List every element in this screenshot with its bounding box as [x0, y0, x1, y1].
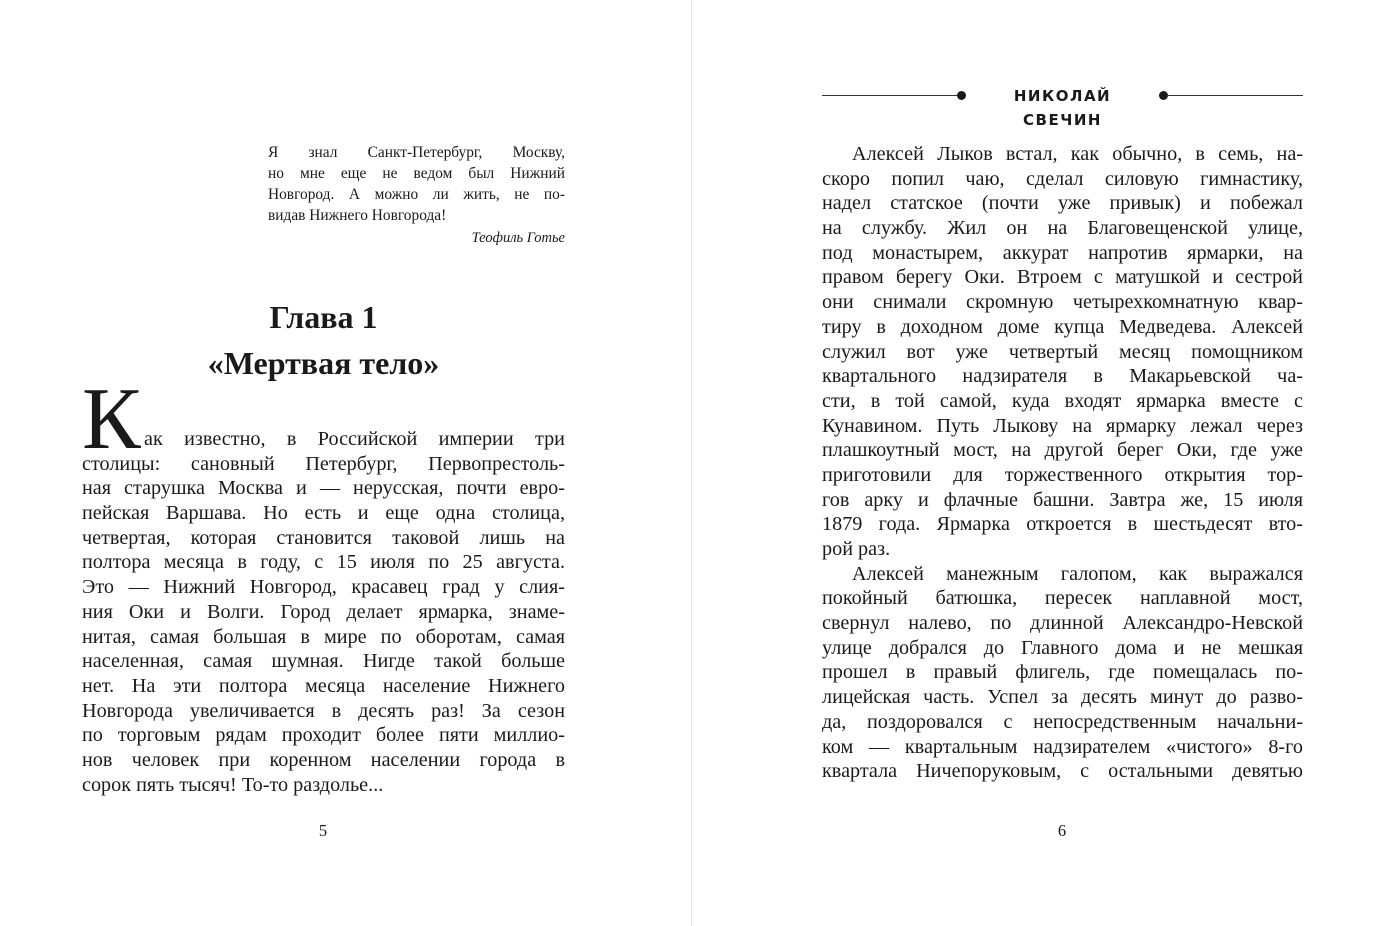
page-number-left: 5 [318, 821, 328, 840]
drop-cap: К [82, 371, 141, 468]
body-line: нитая, самая большая в мире по оборотам, самая [82, 625, 565, 648]
left-body-text [82, 427, 565, 797]
body-line: квартального надзирателя в Макарьевской ча- [822, 365, 1303, 388]
epigraph-line: но мне еще не ведом был Нижний [268, 165, 565, 182]
epigraph-line: Я знал Санкт-Петербург, Москву, [268, 144, 565, 161]
body-line: прошел в правый флигель, где помещалась по- [822, 661, 1303, 684]
body-line: скоро попил чаю, сделал силовую гимнастику, [822, 167, 1303, 190]
body-line: да, поздоровался с непосредственным начальни- [822, 710, 1303, 733]
body-line: они снимали скромную четырехкомнатную квар- [822, 291, 1303, 314]
body-line: по торговым рядам проходит более пяти миллио- [82, 724, 565, 747]
running-head-dot-left [957, 91, 966, 100]
body-line: Алексей манежным галопом, как выражался [852, 562, 1303, 585]
body-line: сти, в той самой, куда входят ярмарка вместе с [822, 389, 1303, 412]
body-line: ния Оки и Волги. Город делает ярмарка, знаме- [82, 600, 565, 623]
body-line: рой раз. [822, 538, 891, 560]
body-line: Кунавином. Путь Лыкову на ярмарку лежал через [822, 414, 1303, 437]
body-line: нов человек при коренном населении города в [82, 748, 565, 771]
body-line: пейская Варшава. Но есть и еще одна столица, [82, 502, 565, 525]
body-line: лицейская часть. Успел за десять минут до разво- [822, 686, 1303, 709]
body-line: плашкоутный мост, на другой берег Оки, где уже [822, 439, 1303, 462]
body-line: правом берегу Оки. Втроем с матушкой и сестрой [822, 266, 1303, 289]
body-line: надел статское (почти уже привык) и побежал [822, 192, 1303, 215]
chapter-number: Глава 1 [269, 299, 378, 335]
chapter-title: «Мертвая тело» [207, 345, 440, 381]
running-head [822, 84, 1303, 129]
body-line: ная старушка Москва и — нерусская, почти евро- [82, 477, 565, 500]
body-line: под монастырем, аккурат напротив ярмарки, на [822, 241, 1303, 264]
body-line: приготовили для торжественного открытия тор- [822, 463, 1303, 486]
body-line: Это — Нижний Новгород, красавец град у слия- [82, 576, 565, 599]
body-line: свернул налево, по длинной Александро-Невской [822, 612, 1303, 635]
epigraph-author: Теофиль Готье [471, 230, 565, 246]
body-line: 1879 года. Ярмарка откроется в шестьдесят вто- [822, 513, 1303, 536]
body-line: ак известно, в Российской империи три [144, 428, 565, 450]
running-head-author: НИКОЛАЙ СВЕЧИН [1013, 87, 1112, 129]
body-line: ком — квартальным надзирателем «чистого» 8-го [822, 735, 1303, 758]
running-head-rule-left [822, 95, 958, 96]
page-number-right: 6 [1057, 821, 1067, 840]
body-line: сорок пять тысяч! То-то раздолье... [82, 773, 384, 796]
right-body-text [822, 142, 1303, 784]
body-line: гов арку и флачные башни. Завтра же, 15 июля [822, 488, 1303, 511]
body-line: Алексей Лыков встал, как обычно, в семь, на- [852, 143, 1303, 165]
body-line: покойный батюшка, пересек наплавной мост, [822, 587, 1303, 610]
epigraph-line: видав Нижнего Новгорода! [268, 207, 447, 224]
body-line: полтора месяца в году, с 15 июля по 25 августа. [82, 551, 565, 574]
body-line: на службу. Жил он на Благовещенской улице, [822, 217, 1303, 240]
body-line: нет. На эти полтора месяца население Нижнего [82, 674, 565, 697]
body-line: служил вот уже четвертый месяц помощником [822, 340, 1303, 363]
body-line: квартала Ничепоруковым, с остальными девятью [822, 760, 1303, 783]
body-line: тиру в доходном доме купца Медведева. Алексей [822, 315, 1303, 338]
epigraph [268, 142, 565, 226]
epigraph-line: Новгород. А можно ли жить, не по- [268, 186, 565, 203]
body-line: населенная, самая шумная. Нигде такой больше [82, 650, 565, 673]
body-line: улице добрался до Главного дома и не мешкая [822, 636, 1303, 659]
running-head-rule-right [1167, 95, 1303, 96]
body-line: Новгорода увеличивается в десять раз! За сезон [82, 699, 565, 722]
body-line: столицы: сановный Петербург, Первопрестоль- [82, 452, 565, 475]
body-line: четвертая, которая становится таковой лишь на [82, 526, 565, 549]
